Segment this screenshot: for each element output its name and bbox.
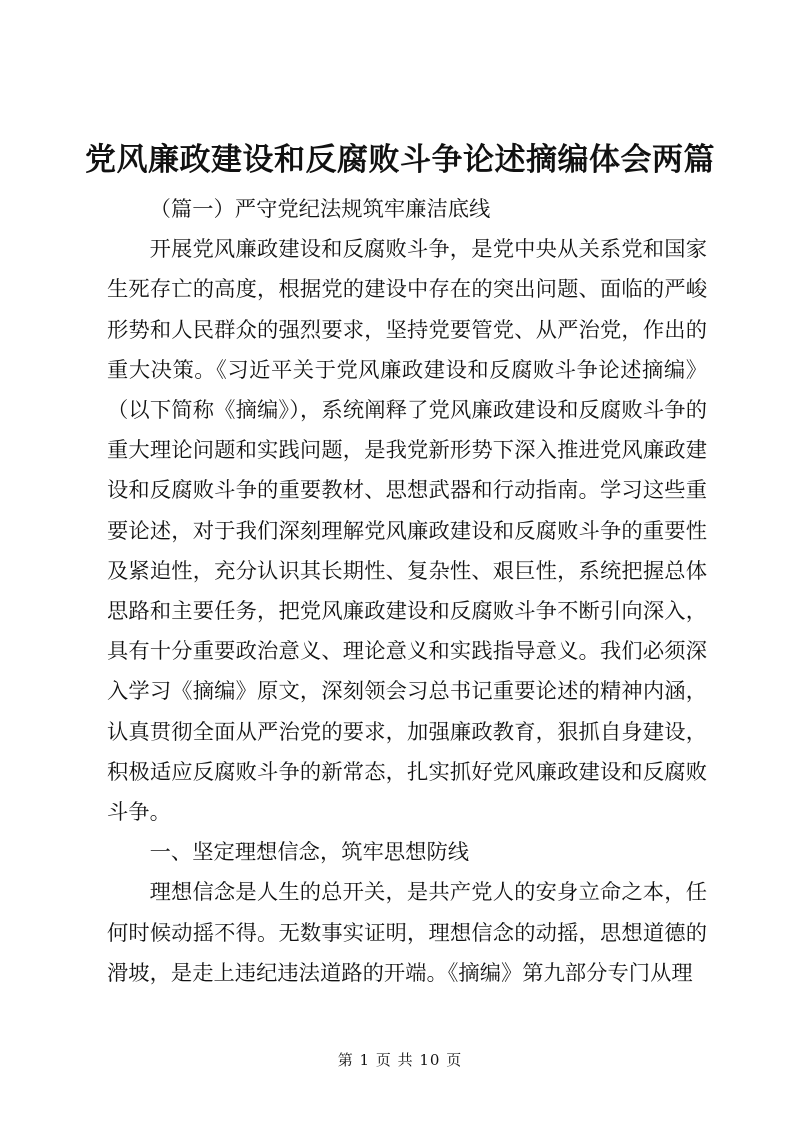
document-title: 党风廉政建设和反腐败斗争论述摘编体会两篇 [85, 142, 715, 178]
paragraph: 理想信念是人生的总开关，是共产党人的安身立命之本，任何时候动摇不得。无数事实证明，理想信念的动摇，思想道德的滑坡，是走上违纪违法道路的开端。《摘编》第九部分专门从理 [107, 880, 707, 986]
section-title: （篇一）严守党纪法规筑牢廉洁底线 [149, 197, 491, 222]
section-heading: 一、坚定理想信念，筑牢思想防线 [149, 840, 470, 866]
document-body [107, 190, 707, 994]
page-number-footer: 第 1 页 共 10 页 [337, 1051, 463, 1069]
paragraph: 开展党风廉政建设和反腐败斗争，是党中央从关系党和国家生死存亡的高度，根据党的建设中存在的突出问题、面临的严峻形势和人民群众的强烈要求，坚持党要管党、从严治党，作出的重大决策。《习近平关于党风廉政建设和反腐败斗争论述摘编》（以下简称《摘编》），系统阐释了党风廉政建设和反腐败斗争的重大理论问题和实践问题，是我党新形势下深入推进党风廉政建设和反腐败斗争的重要教材、思想武器和行动指南。学习这些重要论述，对于我们深刻理解党风廉政建设和反腐败斗争的重要性及紧迫性，充分认识其长期性、复杂性、艰巨性，系统把握总体思路和主要任务，把党风廉政建设和反腐败斗争不断引向深入，具有十分重要政治意义、理论意义和实践指导意义。我们必须深入学习《摘编》原文，深刻领会习总书记重要论述的精神内涵，认真贯彻全面从严治党的要求，加强廉政教育，狠抓自身建设，积极适应反腐败斗争的新常态，扎实抓好党风廉政建设和反腐败斗争。 [107, 237, 707, 826]
